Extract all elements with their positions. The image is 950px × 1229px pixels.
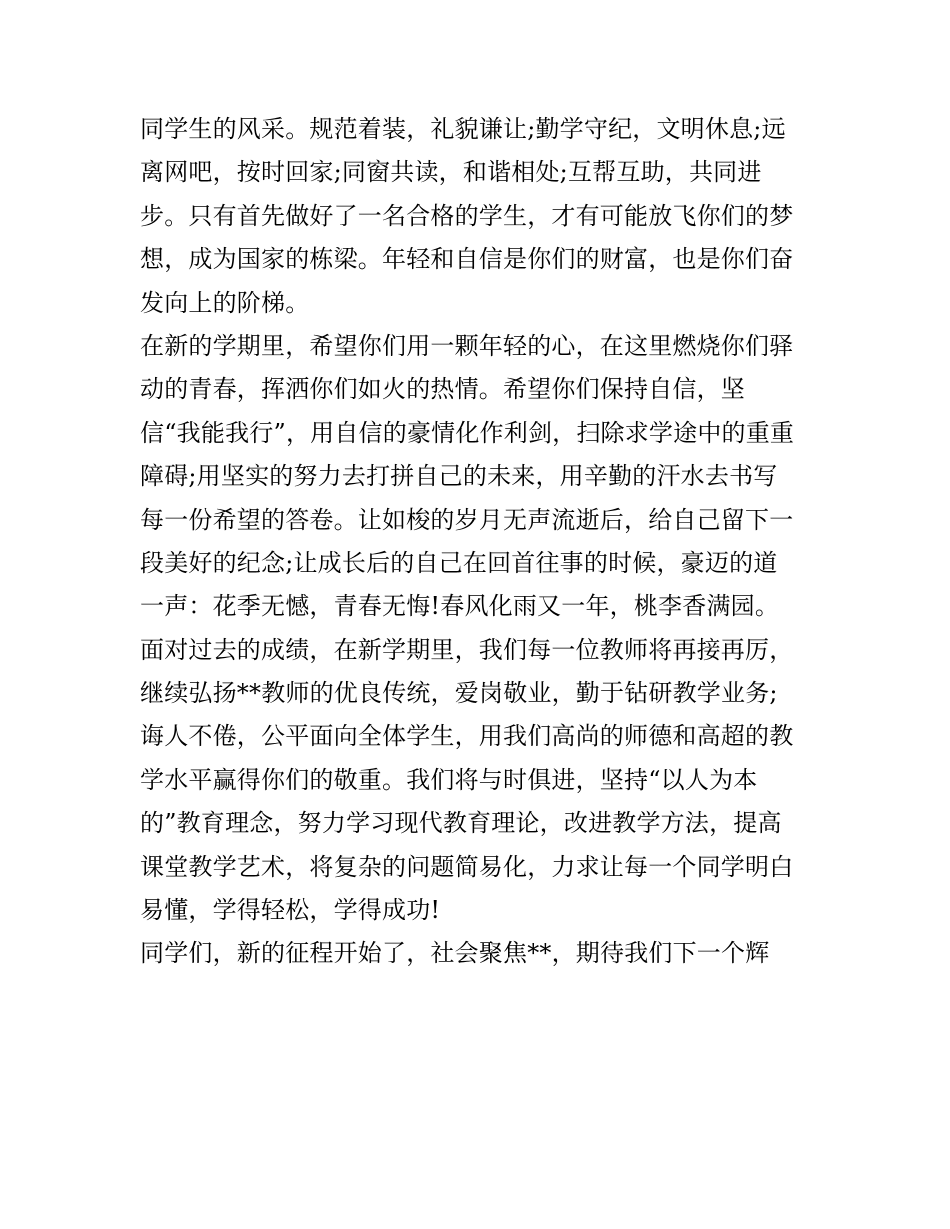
text-line: 动的青春，挥洒你们如火的热情。希望你们保持自信，坚 [140,375,745,404]
text-line: 发向上的阶梯。 [140,288,310,317]
text-line: 同学生的风采。规范着装，礼貌谦让;勤学守纪，文明休息;远 [140,115,786,143]
text-line: 的”教育理念，努力学习现代教育理论，改进教学方法，提高 [140,809,782,838]
text-line: 步。只有首先做好了一名合格的学生，才有可能放飞你们的梦 [140,201,794,230]
text-line: 障碍;用坚实的努力去打拼自己的未来，用辛勤的汗水去书写 [140,462,778,491]
text-line: 学水平赢得你们的敬重。我们将与时俱进，坚持“以人为本 [140,765,758,794]
text-line: 段美好的纪念;让成长后的自己在回首往事的时候，豪迈的道 [140,548,778,577]
text-line: 离网吧，按时回家;同窗共读，和谐相处;互帮互助，共同进 [140,158,762,187]
text-line: 信“我能我行”，用自信的豪情化作利剑，扫除求学途中的重重 [140,418,795,447]
text-line: 一声：花季无憾，青春无悔!春风化雨又一年，桃李香满园。 [140,592,780,621]
text-line: 每一份希望的答卷。让如梭的岁月无声流逝后，给自己留下一 [140,505,794,534]
text-line: 继续弘扬**教师的优良传统，爱岗敬业，勤于钻研教学业务; [140,679,778,708]
document-body [140,108,820,976]
text-line: 在新的学期里，希望你们用一颗年轻的心，在这里燃烧你们驿 [140,331,794,360]
text-line: 想，成为国家的栋梁。年轻和自信是你们的财富，也是你们奋 [140,245,794,274]
text-line: 同学们，新的征程开始了，社会聚焦**，期待我们下一个辉 [140,939,770,968]
text-line: 课堂教学艺术，将复杂的问题简易化，力求让每一个同学明白 [140,852,794,881]
text-line: 诲人不倦，公平面向全体学生，用我们高尚的师德和高超的教 [140,722,794,751]
text-line: 面对过去的成绩，在新学期里，我们每一位教师将再接再厉， [140,635,794,664]
text-line: 易懂，学得轻松，学得成功! [140,896,441,925]
